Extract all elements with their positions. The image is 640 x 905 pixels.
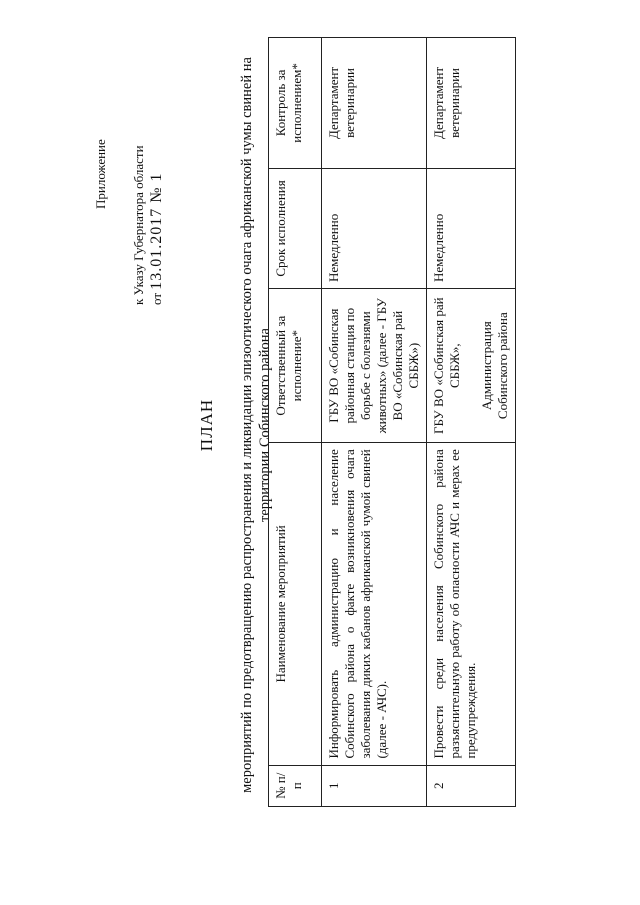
header-responsible: Ответственный за исполнение* <box>269 289 322 443</box>
row-2-control: Департамент ветеринарии <box>427 38 516 169</box>
row-2-name: Провести среди населения Собинского района разъяснительную работу об опасности АЧС и мерах ее предупреждения. <box>427 443 516 765</box>
header-control: Контроль за исполнением* <box>269 38 322 169</box>
row-1-term: Немедленно <box>322 168 427 288</box>
row-2-responsible-line-2: Администрация Собинского района <box>479 312 510 420</box>
document-title <box>198 45 274 805</box>
attachment-date-prefix: от <box>149 292 164 305</box>
row-2-num: 2 <box>427 765 516 806</box>
attachment-note <box>92 5 166 305</box>
header-term: Срок исполнения <box>269 168 322 288</box>
table-row <box>322 38 427 807</box>
plan-heading: ПЛАН <box>197 398 216 452</box>
row-1-name: Информировать администрацию и население Собинского района о факте возникновения очага заболевания диких кабанов африканской чумой свиней (далее - АЧС). <box>322 443 427 765</box>
plan-subtitle-line-1: мероприятий по предотвращению распространения и ликвидации эпизоотического очага африканской чумы свиней на <box>239 57 255 793</box>
row-2-responsible-gap <box>463 295 479 436</box>
row-2-responsible <box>427 289 516 443</box>
row-1-responsible: ГБУ ВО «Собинская районная станция по борьбе с болезнями животных» (далее - ГБУ ВО «Собинская рай СББЖ») <box>322 289 427 443</box>
table-header-row <box>269 38 322 807</box>
row-2-responsible-line-1: ГБУ ВО «Собинская рай СББЖ», <box>431 297 462 434</box>
attachment-date-line <box>148 5 166 305</box>
header-name: Наименование мероприятий <box>269 443 322 765</box>
measures-table <box>268 37 516 807</box>
attachment-date-number: 13.01.2017 № 1 <box>148 172 165 290</box>
attachment-label: Приложение <box>93 139 108 209</box>
row-1-num: 1 <box>322 765 427 806</box>
header-num: № п/п <box>269 765 322 806</box>
row-1-control: Департамент ветеринарии <box>322 38 427 169</box>
table-row <box>427 38 516 807</box>
plan-subtitle-line-2: территории Собинского района <box>257 328 273 522</box>
row-2-term: Немедленно <box>427 168 516 288</box>
attachment-decree-line: к Указу Губернатора области <box>131 145 146 305</box>
